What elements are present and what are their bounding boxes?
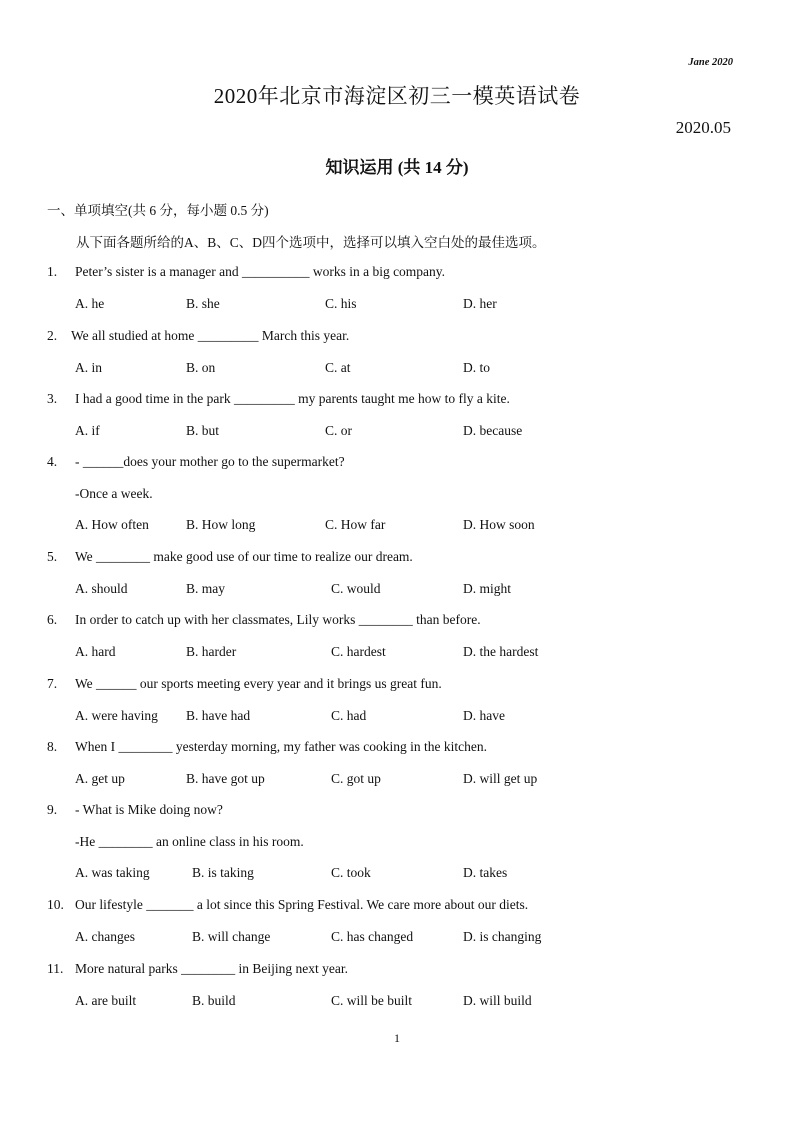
option-d[interactable]: D. might	[463, 580, 512, 596]
option-b[interactable]: B. will change	[192, 928, 271, 944]
question-stem: In order to catch up with her classmates, Lily works ________ than before.	[75, 612, 481, 627]
question-number: 3.	[47, 391, 58, 406]
option-b[interactable]: B. harder	[186, 643, 237, 659]
question-number: 6.	[47, 612, 58, 627]
page-number: 1	[394, 1031, 400, 1045]
question-number: 4.	[47, 454, 58, 469]
question-number: 7.	[47, 676, 58, 691]
option-c[interactable]: C. at	[325, 359, 351, 375]
option-c[interactable]: C. or	[325, 422, 352, 438]
question-stem: - ______does your mother go to the supermarket?	[75, 454, 345, 469]
question-number: 1.	[47, 264, 58, 279]
question-stem: When I ________ yesterday morning, my father was cooking in the kitchen.	[75, 739, 488, 754]
option-a[interactable]: A. hard	[75, 643, 116, 659]
exam-date: 2020.05	[675, 118, 731, 137]
option-d[interactable]: D. to	[463, 359, 490, 375]
option-b[interactable]: B. build	[192, 992, 236, 1008]
option-a[interactable]: A. were having	[75, 707, 158, 723]
option-b[interactable]: B. may	[186, 580, 225, 596]
option-b[interactable]: B. is taking	[192, 865, 254, 880]
option-d[interactable]: D. will get up	[463, 770, 538, 786]
option-d[interactable]: D. her	[463, 295, 497, 311]
option-d[interactable]: D. the hardest	[463, 643, 539, 659]
question-stem: I had a good time in the park _________ my parents taught me how to fly a kite.	[75, 391, 510, 406]
option-c[interactable]: C. took	[331, 865, 371, 880]
exam-title: 2020年北京市海淀区初三一模英语试卷	[213, 84, 581, 108]
question-number: 9.	[47, 802, 58, 817]
section-title: 知识运用 (共 14 分)	[325, 158, 469, 177]
option-a[interactable]: A. get up	[75, 770, 125, 786]
option-c[interactable]: C. How far	[325, 517, 386, 532]
question-stem: Our lifestyle _______ a lot since this Spring Festival. We care more about our diets.	[75, 897, 529, 912]
option-a[interactable]: A. if	[75, 422, 100, 438]
question-number: 10.	[47, 897, 64, 912]
option-c[interactable]: C. has changed	[331, 928, 414, 944]
option-d[interactable]: D. will build	[463, 992, 532, 1008]
option-c[interactable]: C. would	[331, 580, 381, 596]
option-d[interactable]: D. takes	[463, 865, 508, 880]
option-d[interactable]: D. have	[463, 707, 505, 723]
question-number: 5.	[47, 549, 58, 564]
part-instruction: 从下面各题所给的A、B、C、D四个选项中，选择可以填入空白处的最佳选项。	[76, 235, 546, 250]
question-number: 2.	[47, 328, 58, 343]
option-b[interactable]: B. but	[186, 422, 220, 438]
option-b[interactable]: B. have had	[186, 707, 251, 723]
question-stem: We ______ our sports meeting every year and it brings us great fun.	[75, 676, 442, 691]
option-c[interactable]: C. hardest	[331, 643, 386, 659]
option-d[interactable]: D. because	[463, 422, 523, 438]
option-a[interactable]: A. he	[75, 295, 105, 311]
question-stem: We ________ make good use of our time to realize our dream.	[75, 549, 413, 564]
option-a[interactable]: A. in	[75, 359, 102, 375]
option-c[interactable]: C. his	[325, 295, 357, 311]
option-b[interactable]: B. she	[186, 295, 220, 311]
option-a[interactable]: A. changes	[75, 928, 135, 944]
question-stem-continued: -Once a week.	[75, 485, 153, 501]
option-b[interactable]: B. on	[186, 359, 216, 375]
question-stem: - What is Mike doing now?	[75, 802, 223, 817]
question-number: 8.	[47, 739, 58, 754]
option-b[interactable]: B. How long	[186, 517, 256, 532]
option-d[interactable]: D. How soon	[463, 517, 535, 532]
question-stem: Peter’s sister is a manager and __________ works in a big company.	[75, 264, 446, 279]
option-a[interactable]: A. should	[75, 580, 128, 596]
option-c[interactable]: C. got up	[331, 770, 381, 786]
question-number: 11.	[47, 961, 64, 976]
question-stem: We all studied at home _________ March this year.	[71, 328, 350, 343]
option-b[interactable]: B. have got up	[186, 770, 265, 786]
question-stem-continued: -He ________ an online class in his room.	[75, 833, 304, 849]
option-c[interactable]: C. had	[331, 707, 367, 723]
option-a[interactable]: A. are built	[75, 992, 137, 1008]
header-date: Jane 2020	[688, 57, 733, 68]
option-d[interactable]: D. is changing	[463, 928, 542, 944]
option-a[interactable]: A. was taking	[75, 865, 150, 880]
question-stem: More natural parks ________ in Beijing next year.	[75, 961, 348, 976]
part-title: 一、单项填空(共 6 分，每小题 0.5 分)	[47, 203, 269, 218]
option-a[interactable]: A. How often	[75, 517, 149, 532]
option-c[interactable]: C. will be built	[331, 992, 412, 1008]
